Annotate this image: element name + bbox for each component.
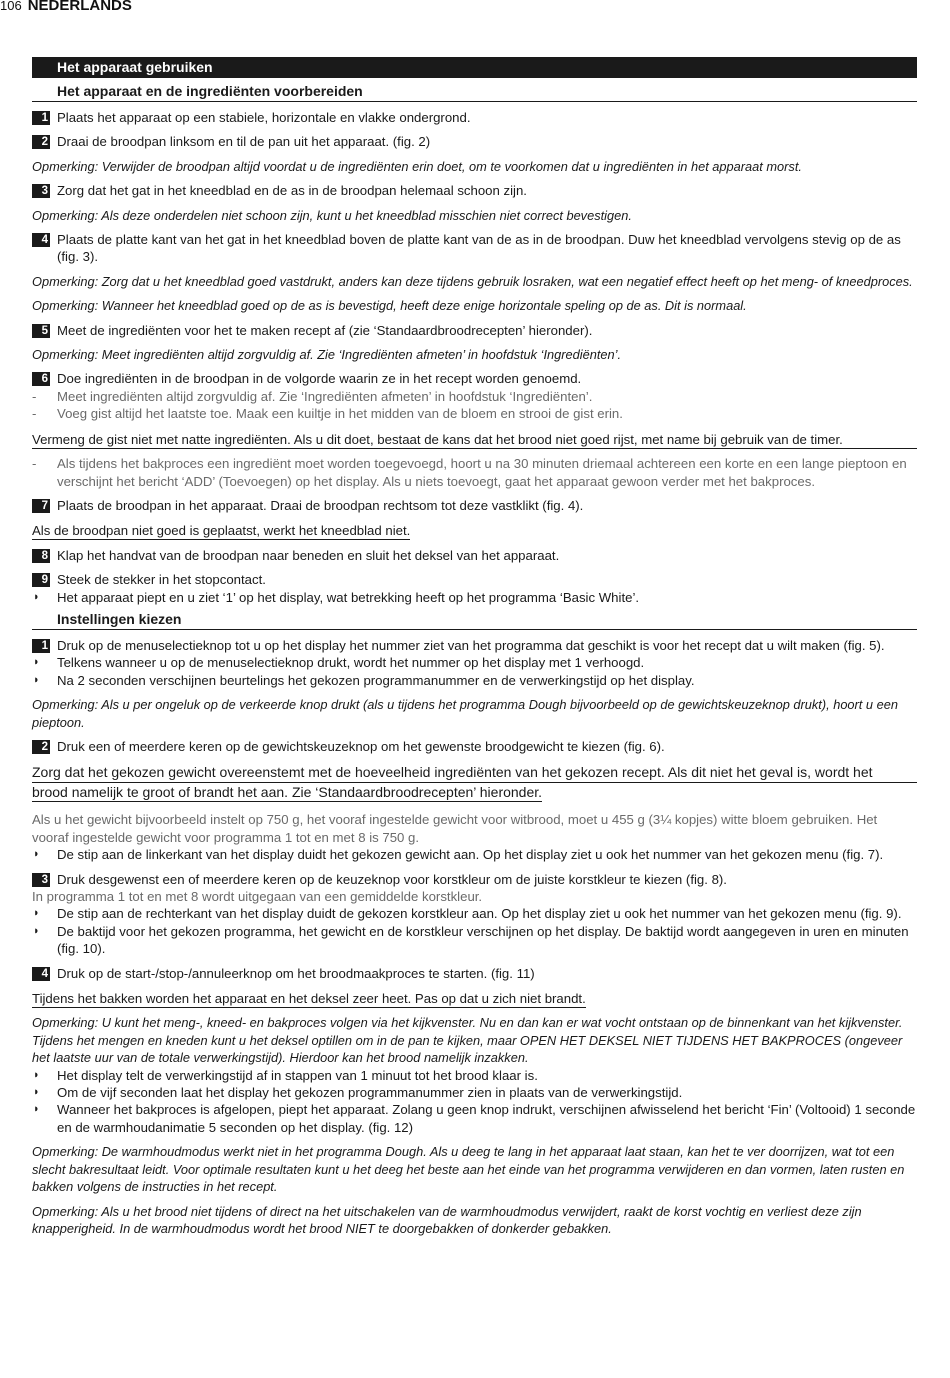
step-text: Plaats de broodpan in het apparaat. Draai de broodpan rechtsom tot deze vastklikt (fig. 4). bbox=[57, 497, 584, 513]
step-number: 6 bbox=[32, 372, 50, 386]
note: Opmerking: Als deze onderdelen niet schoon zijn, kunt u het kneedblad misschien niet correct bevestigen. bbox=[32, 207, 632, 223]
step-text: Doe ingrediënten in de broodpan in de volgorde waarin ze in het recept worden genoemd. bbox=[57, 371, 582, 387]
warning bbox=[32, 763, 917, 802]
step-text: Plaats het apparaat op een stabiele, horizontale en vlakke ondergrond. bbox=[57, 110, 471, 125]
bullet-icon: ◗ bbox=[33, 1086, 40, 1099]
bullet-item bbox=[32, 1101, 917, 1136]
bullet-text: Het display telt de verwerkingstijd af in stappen van 1 minuut tot het brood klaar is. bbox=[57, 1067, 538, 1083]
step-3 bbox=[32, 871, 917, 888]
subsection-settings: Instellingen kiezen bbox=[32, 609, 917, 630]
dash-marker: - bbox=[32, 388, 37, 404]
dash-item bbox=[32, 455, 917, 490]
step-text: Plaats de platte kant van het gat in het kneedblad boven de platte kant van de as in de broodpan. Duw het kneedblad vervolgens stevig op de as (fig. 3). bbox=[57, 232, 901, 265]
step-6 bbox=[32, 370, 917, 387]
step-1 bbox=[32, 637, 917, 654]
page-header bbox=[0, 0, 132, 14]
step-4 bbox=[32, 965, 917, 982]
step-number: 5 bbox=[32, 324, 50, 338]
bullet-icon: ◗ bbox=[33, 907, 40, 920]
bullet-icon: ◗ bbox=[33, 1068, 40, 1081]
step-number: 7 bbox=[32, 499, 50, 513]
bullet-icon: ◗ bbox=[33, 590, 40, 603]
bullet-item bbox=[32, 672, 917, 689]
step-5 bbox=[32, 322, 917, 339]
warning bbox=[32, 522, 917, 539]
bullet-text: De stip aan de linkerkant van het display duidt het gekozen gewicht aan. Op het display ziet u ook het nummer van het gekozen menu (fig. 7). bbox=[57, 847, 884, 863]
paragraph: In programma 1 tot en met 8 wordt uitgegaan van een gemiddelde korstkleur. bbox=[32, 889, 483, 904]
step-7 bbox=[32, 497, 917, 514]
bullet-text: Na 2 seconden verschijnen beurtelings het gekozen programmanummer en de verwerkingstijd op het display. bbox=[57, 672, 695, 688]
dash-item bbox=[32, 388, 917, 405]
step-1 bbox=[32, 109, 917, 126]
step-text: Druk op de start-/stop-/annuleerknop om het broodmaakproces te starten. (fig. 11) bbox=[57, 965, 535, 981]
dash-text: Als tijdens het bakproces een ingrediënt moet worden toegevoegd, hoort u na 30 minuten driemaal achtereen een korte en een lange pieptoon en verschijnt het bericht ‘ADD’ (Toevoegen) op het display. Als u niets toevoegt, gaat het apparaat gewoon verder met het bakproces. bbox=[57, 456, 907, 489]
dash-marker: - bbox=[32, 456, 37, 472]
step-text: Zorg dat het gat in het kneedblad en de as in de broodpan helemaal schoon zijn. bbox=[57, 183, 527, 199]
bullet-item bbox=[32, 846, 917, 863]
bullet-icon: ◗ bbox=[33, 924, 40, 937]
step-text: Druk desgewenst een of meerdere keren op de keuzeknop voor korstkleur om de juiste korstkleur te kiezen (fig. 8). bbox=[57, 871, 727, 887]
note: Opmerking: De warmhoudmodus werkt niet in het programma Dough. Als u deeg te lang in het apparaat laat staan, kan het te ver doorrijzen, wat tot een slecht bakresultaat leidt. Voor optimale resultaten kunt u het deeg het beste aan het einde van het programma verwijderen en dan vormen, laten rusten en bakken volgens de instructies in het recept. bbox=[32, 1144, 905, 1195]
bullet-item bbox=[32, 923, 917, 958]
paragraph: Als u het gewicht bijvoorbeeld instelt op 750 g, het vooraf ingestelde gewicht voor witbrood, moet u 455 g (3¼ kopjes) witte bloem gebruiken. Het vooraf ingestelde gewicht voor programma 1 tot en met 8 is 750 g. bbox=[32, 812, 878, 845]
bullet-icon: ◗ bbox=[33, 1103, 40, 1116]
step-text: Klap het handvat van de broodpan naar beneden en sluit het deksel van het apparaat. bbox=[57, 547, 560, 563]
section-title: Het apparaat gebruiken bbox=[32, 57, 917, 78]
bullet-item bbox=[32, 654, 917, 671]
bullet-item bbox=[32, 1067, 917, 1084]
warning-text: Zorg dat het gekozen gewicht overeenstemt met de hoeveelheid ingrediënten van het gekozen recept. Als dit niet het geval is, wordt het bbox=[32, 763, 917, 783]
note: Opmerking: Verwijder de broodpan altijd voordat u de ingrediënten erin doet, om te voorkomen dat u ingrediënten in het apparaat morst. bbox=[32, 158, 802, 174]
dash-item bbox=[32, 405, 917, 422]
step-text: Steek de stekker in het stopcontact. bbox=[57, 572, 266, 588]
note: Opmerking: Zorg dat u het kneedblad goed vastdrukt, anders kan deze tijdens gebruik losraken, wat een negatief effect heeft op het meng- of kneedproces. bbox=[32, 273, 913, 289]
warning-text: Vermeng de gist niet met natte ingrediënten. Als u dit doet, bestaat de kans dat het brood niet goed rijst, met name bij gebruik van de timer. bbox=[32, 431, 917, 449]
bullet-icon: ◗ bbox=[33, 656, 40, 669]
step-number: 3 bbox=[32, 873, 50, 887]
bullet-text: Het apparaat piept en u ziet ‘1’ op het display, wat betrekking heeft op het programma ‘Basic White’. bbox=[57, 589, 640, 605]
language-heading: NEDERLANDS bbox=[27, 0, 132, 14]
step-text: Draai de broodpan linksom en til de pan uit het apparaat. (fig. 2) bbox=[57, 134, 431, 150]
step-3 bbox=[32, 182, 917, 199]
warning bbox=[32, 990, 917, 1007]
warning bbox=[32, 431, 917, 449]
bullet-text: Telkens wanneer u op de menuselectieknop drukt, wordt het nummer op het display met 1 verhoogd. bbox=[57, 655, 645, 671]
dash-text: Meet ingrediënten altijd zorgvuldig af. Zie ‘Ingrediënten afmeten’ in hoofdstuk ‘Ingrediënten’. bbox=[57, 388, 593, 404]
note: Opmerking: Meet ingrediënten altijd zorgvuldig af. Zie ‘Ingrediënten afmeten’ in hoofdstuk ‘Ingrediënten’. bbox=[32, 347, 622, 363]
step-number: 3 bbox=[32, 184, 50, 198]
bullet-icon: ◗ bbox=[33, 848, 40, 861]
dash-text: Voeg gist altijd het laatste toe. Maak een kuiltje in het midden van de bloem en strooi de gist erin. bbox=[57, 406, 623, 422]
bullet-text: De stip aan de rechterkant van het display duidt de gekozen korstkleur aan. Op het display ziet u ook het nummer van het gekozen menu (fig. 9). bbox=[57, 906, 902, 922]
warning-text: Tijdens het bakken worden het apparaat en het deksel zeer heet. Pas op dat u zich niet brandt. bbox=[32, 991, 586, 1007]
step-text: Druk op de menuselectieknop tot u op het display het nummer ziet van het programma dat geschikt is voor het recept dat u wilt maken (fig. 5). bbox=[57, 637, 885, 653]
note: Opmerking: Wanneer het kneedblad goed op de as is bevestigd, heeft deze enige horizontale speling op de as. Dit is normaal. bbox=[32, 298, 747, 314]
step-number: 1 bbox=[32, 639, 50, 653]
step-number: 9 bbox=[32, 573, 50, 587]
bullet-item bbox=[32, 1084, 917, 1101]
note: Opmerking: U kunt het meng-, kneed- en bakproces volgen via het kijkvenster. Nu en dan kan er wat vocht ontstaan op de binnenkant van het kijkvenster. Tijdens het mengen en kneden kunt u het deksel optillen om in de pan te kijken, maar OPEN HET DEKSEL NIET TIJDENS HET BAKPROCES (ongeveer het laatste uur van de totale verwerkingstijd). Hierdoor kan het brood namelijk inzakken. bbox=[32, 1015, 903, 1066]
step-number: 4 bbox=[32, 967, 50, 981]
bullet-text: Om de vijf seconden laat het display het gekozen programmanummer zien in plaats van de verwerkingstijd. bbox=[57, 1085, 683, 1101]
step-number: 2 bbox=[32, 740, 50, 754]
step-number: 4 bbox=[32, 233, 50, 247]
bullet-item bbox=[32, 905, 917, 922]
step-number: 1 bbox=[32, 111, 50, 125]
dash-marker: - bbox=[32, 406, 37, 422]
step-2 bbox=[32, 133, 917, 150]
bullet-text: Wanneer het bakproces is afgelopen, piept het apparaat. Zolang u geen knop indrukt, verschijnen afwisselend het bericht ‘Fin’ (Voltooid) 1 seconde en de warmhoudanimatie 5 seconden op het display. (fig. 12) bbox=[57, 1102, 916, 1135]
step-8 bbox=[32, 547, 917, 564]
step-4 bbox=[32, 231, 917, 266]
step-text: Druk een of meerdere keren op de gewichtskeuzeknop om het gewenste broodgewicht te kiezen (fig. 6). bbox=[57, 738, 665, 754]
subsection-prepare: Het apparaat en de ingrediënten voorbereiden bbox=[32, 81, 917, 102]
bullet-text: De baktijd voor het gekozen programma, het gewicht en de korstkleur verschijnen op het display. De baktijd wordt aangegeven in uren en minuten (fig. 10). bbox=[57, 923, 909, 957]
warning-text: Als de broodpan niet goed is geplaatst, werkt het kneedblad niet. bbox=[32, 523, 411, 539]
step-9 bbox=[32, 571, 917, 588]
note: Opmerking: Als u het brood niet tijdens of direct na het uitschakelen van de warmhoudmodus verwijdert, raakt de korst vochtig en verliest deze zijn knapperigheid. In de warmhoudmodus wordt het brood NIET te doorgebakken of donkerder gebakken. bbox=[32, 1203, 862, 1236]
bullet-icon: ◗ bbox=[33, 673, 40, 686]
note: Opmerking: Als u per ongeluk op de verkeerde knop drukt (als u tijdens het programma Dough bijvoorbeeld op de gewichtskeuzeknop drukt), hoort u een pieptoon. bbox=[32, 697, 898, 730]
step-text: Meet de ingrediënten voor het te maken recept af (zie ‘Standaardbroodrecepten’ hieronder). bbox=[57, 322, 593, 338]
page-number: 106 bbox=[0, 0, 22, 13]
step-2 bbox=[32, 738, 917, 755]
warning-text: brood namelijk te groot of brandt het aan. Zie ‘Standaardbroodrecepten’ hieronder. bbox=[32, 784, 543, 801]
step-number: 8 bbox=[32, 549, 50, 563]
bullet-item bbox=[32, 589, 917, 606]
manual-content bbox=[32, 57, 917, 1237]
step-number: 2 bbox=[32, 135, 50, 149]
